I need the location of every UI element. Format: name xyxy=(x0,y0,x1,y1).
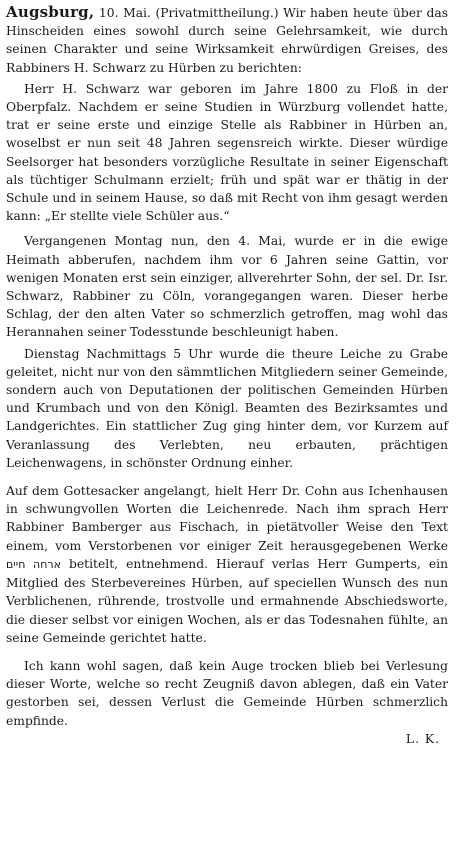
article-intro-paragraph xyxy=(6,3,448,77)
paragraph-eulogies xyxy=(6,482,448,647)
paragraph-biography: Herr H. Schwarz war geboren im Jahre 1800 zu Floß in der Oberpfalz. Nachdem er seine Studien in Würzburg vollendet hatte, trat er seine erste und einzige Stelle als Rabbiner in Hürben an, woselbst er nun seit 48 Jahren segensreich wirkte. Dieser würdige Seelsorger hat besonders vorzügliche Resultate in seiner Eigenschaft als tüchtiger Schulmann erzielt; früh und spät war er thätig in der Schule und in seinem Hause, so daß mit Recht von ihm gesagt werden kann: „Er stellte viele Schüler aus.“ xyxy=(6,81,448,224)
paragraph-death: Vergangenen Montag nun, den 4. Mai, wurde er in die ewige Heimath abberufen, nachdem ihm vor 6 Jahren seine Gattin, vor wenigen Monaten erst sein einziger, allverehrter Sohn, der sel. Dr. Isr. Schwarz, Rabbiner zu Cöln, vorangegangen waren. Dieser herbe Schlag, der den alten Vater so schmerzlich getroffen, mag wohl das Herannahen seiner Todesstunde beschleunigt haben. xyxy=(6,234,448,340)
hebrew-book-title: ארחה חיים xyxy=(6,557,61,571)
signature-line xyxy=(6,730,448,748)
dateline-city: Augsburg, xyxy=(6,3,95,21)
paragraph-funeral: Dienstag Nachmittags 5 Uhr wurde die theure Leiche zu Grabe geleitet, nicht nur von den sämmtlichen Mitgliedern seiner Gemeinde, sondern auch von Deputationen der politischen Gemeinden Hürben und Krumbach und von den Königl. Beamten des Bezirksamtes und Landgerichtes. Ein stattlicher Zug ging hinter dem, vor Kurzem auf Veranlassung des Verlebten, neu erbauten, prächtigen Leichenwagens, in schönster Ordnung einher. xyxy=(6,346,448,470)
dateline-text: 10. Mai. (Privatmittheilung.) Wir haben heute über das Hinscheiden eines sowohl durch seine Gelehrsamkeit, wie durch seinen Charakter und seine Wirksamkeit ehrwürdigen Greises, des Rabbiners H. Schwarz zu Hürben zu berichten: xyxy=(6,6,448,75)
eulogies-text-start: Auf dem Gottesacker angelangt, hielt Herr Dr. Cohn aus Ichenhausen in schwungvollen Worten die Leichenrede. Nach ihm sprach Herr Rabbiner Bamberger aus Fischach, in pietätvoller Weise den Text einem, vom Verstorbenen vor einiger Zeit herausgegebenen Werke xyxy=(6,484,448,553)
author-signature: L. K. xyxy=(405,731,440,746)
closing-text: Ich kann wohl sagen, daß kein Auge trocken blieb bei Verlesung dieser Worte, welche so recht Zeugniß davon ablegen, daß ein Vater gestorben sei, dessen Verlust die Gemeinde Hürben schmerzlich empfinde. xyxy=(6,658,448,728)
eulogies-text-end: betitelt, entnehmend. Hierauf verlas Herr Gumperts, ein Mitglied des Sterbevereines Hürben, auf speciellen Wunsch des nun Verblichenen, rührende, trostvolle und ermahnende Abschiedsworte, die dieser selbst vor einigen Wochen, als er das Todesnahen fühlte, an seine Gemeinde gerichtet hatte. xyxy=(6,556,448,645)
paragraph-closing xyxy=(6,657,448,730)
